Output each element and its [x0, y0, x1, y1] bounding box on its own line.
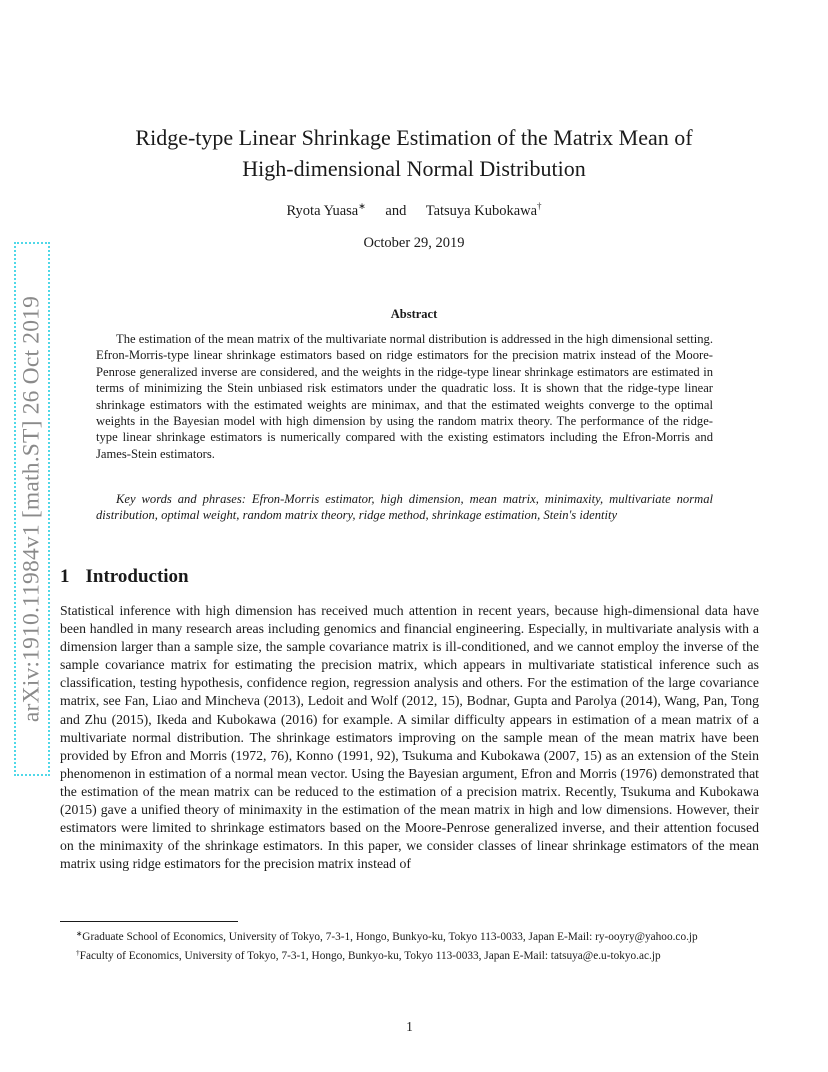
title-line-2: High-dimensional Normal Distribution [242, 156, 586, 181]
arxiv-stamp [14, 242, 50, 776]
arxiv-identifier[interactable]: arXiv:1910.11984v1 [math.ST] 26 Oct 2019 [18, 295, 45, 723]
footnotes [60, 926, 759, 964]
footnote [60, 945, 759, 964]
section-heading [60, 566, 189, 588]
footnote-mark: † [76, 948, 80, 957]
keywords-text: Key words and phrases: Efron-Morris estimator, high dimension, mean matrix, minimaxity, multivariate normal distribution, optimal weight, random matrix theory, ridge method, shrinkage estimation, Stein's identity [96, 492, 713, 523]
section-number: 1 [60, 566, 70, 587]
footnote [60, 926, 759, 945]
title-line-1: Ridge-type Linear Shrinkage Estimation of the Matrix Mean of [135, 125, 693, 150]
footnote-mark: ∗ [76, 929, 83, 938]
footnote-text: Graduate School of Economics, University of Tokyo, 7-3-1, Hongo, Bunkyo-ku, Tokyo 113-0033, Japan E-Mail: ry-ooyry@yahoo.co.jp [82, 931, 698, 943]
author-footnote-mark: † [537, 201, 542, 211]
footnote-text: Faculty of Economics, University of Tokyo, 7-3-1, Hongo, Bunkyo-ku, Tokyo 113-0033, Japan E-Mail: tatsuya@e.u-tokyo.ac.jp [79, 950, 661, 962]
paper-date: October 29, 2019 [363, 235, 465, 251]
author-footnote-mark: ∗ [358, 201, 366, 211]
author-conjunction: and [385, 203, 407, 219]
section-title: Introduction [85, 566, 189, 587]
page-number: 1 [406, 1019, 413, 1034]
abstract-heading: Abstract [390, 307, 438, 321]
author-name: Ryota Yuasa [286, 203, 359, 219]
introduction-paragraph: Statistical inference with high dimension has received much attention in recent years, because high-dimensional data have been handled in many research areas including genomics and financial engineering. Especially, in multivariate analysis with a dimension larger than a sample size, the sample covariance matrix is ill-conditioned, and we cannot employ the inverse of the sample covariance matrix for estimating the precision matrix, which appears in multivariate statistical inference such as classification, testing hypothesis, confidence region, regression analysis and others. For the estimation of the large covariance matrix, see Fan, Liao and Mincheva (2013), Ledoit and Wolf (2012, 15), Bodnar, Gupta and Parolya (2014), Wang, Pan, Tong and Zhu (2015), Ikeda and Kubokawa (2016) for example. A similar difficulty appears in estimation of a mean matrix of a multivariate normal distribution. The shrinkage estimators improving on the sample mean of the mean matrix have been provided by Efron and Morris (1972, 76), Konno (1991, 92), Tsukuma and Kubokawa (2007, 15) as an extension of the Stein phenomenon in estimation of a normal mean vector. Using the Bayesian argument, Efron and Morris (1976) demonstrated that the estimation of the mean matrix can be reduced to the estimation of a precision matrix. Recently, Tsukuma and Kubokawa (2015) gave a unified theory of minimaxity in the estimation of the mean matrix in high and low dimensions. However, their estimators were limited to shrinkage estimators based on the Moore-Penrose generalized inverse, and their attention focused on the minimaxity of the shrinkage estimators. In this paper, we consider classes of linear shrinkage estimators of the mean matrix using ridge estimators for the precision matrix instead of [60, 603, 759, 872]
footnote-divider [60, 921, 238, 922]
author-list [60, 201, 768, 220]
paper-title [60, 122, 768, 184]
abstract-text: The estimation of the mean matrix of the multivariate normal distribution is addressed in the high dimensional setting. Efron-Morris-type linear shrinkage estimators based on ridge estimators for the precision matrix instead of the Moore-Penrose generalized inverse are considered, and the weights in the ridge-type linear shrinkage estimators are estimated in terms of minimizing the Stein unbiased risk estimators under the quadratic loss. It is shown that the ridge-type linear shrinkage estimators with the estimated weights are minimax, and that the estimated weights converge to the optimal weights in the Bayesian model with high dimension by using the random matrix theory. The performance of the ridge-type linear shrinkage estimators is numerically compared with the existing estimators including the Efron-Morris and James-Stein estimators. [96, 332, 713, 461]
author-name: Tatsuya Kubokawa [425, 203, 538, 219]
